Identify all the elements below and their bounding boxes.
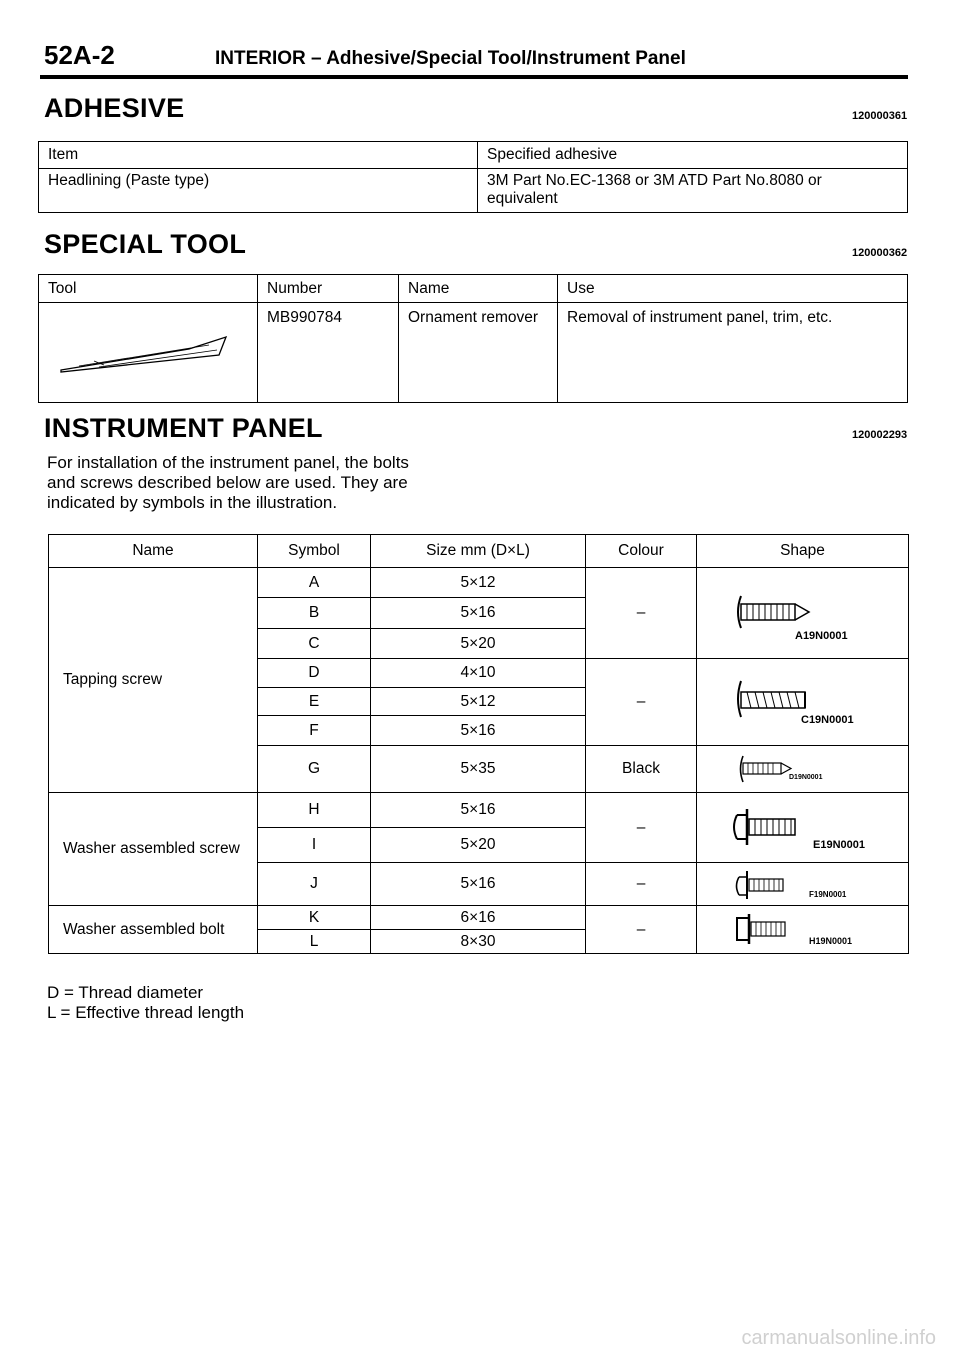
shape-cell [697,659,909,746]
symbol-cell: I [258,828,371,863]
screw-c19-icon [697,659,907,747]
size-cell: 5×16 [371,598,586,629]
adhesive-col-item: Item [39,142,478,169]
colour-cell: Black [586,746,697,793]
adhesive-col-spec: Specified adhesive [478,142,908,169]
shape-cell [697,568,909,659]
watermark: carmanualsonline.info [741,1327,936,1349]
symbol-cell: D [258,659,371,688]
symbol-cell: K [258,906,371,930]
special-tool-code: 120000362 [852,247,908,259]
screw-a19-icon [697,568,907,658]
paragraph-line: For installation of the instrument panel, the bolts [47,453,409,472]
fastener-col-size: Size mm (D×L) [371,535,586,568]
shape-cell [697,793,909,863]
screw-f19-icon [697,863,907,905]
size-cell: 8×30 [371,930,586,954]
shape-code: H19N0001 [809,936,853,946]
colour-cell: – [586,793,697,863]
colour-cell: – [586,568,697,659]
screw-d19-icon [697,746,907,792]
symbol-cell: F [258,716,371,746]
size-cell: 5×12 [371,568,586,598]
page-number: 52A-2 [44,40,115,70]
shape-code: A19N0001 [795,630,848,642]
adhesive-code: 120000361 [852,110,908,122]
name-tapping-screw: Tapping screw [49,568,258,793]
size-cell: 5×12 [371,688,586,716]
symbol-cell: H [258,793,371,828]
size-cell: 5×20 [371,629,586,659]
symbol-cell: E [258,688,371,716]
shape-code: F19N0001 [809,890,847,899]
symbol-cell: J [258,863,371,906]
special-tool-heading: SPECIAL TOOL [44,229,247,259]
screw-e19-icon [697,793,907,865]
size-cell: 5×16 [371,716,586,746]
shape-cell [697,863,909,906]
tool-col-use: Use [558,275,908,303]
footnote-l: L = Effective thread length [47,1003,245,1022]
tool-col-tool: Tool [39,275,258,303]
colour-cell: – [586,863,697,906]
shape-cell [697,746,909,793]
tool-illustration-cell [39,303,258,403]
colour-cell: – [586,906,697,954]
symbol-cell: B [258,598,371,629]
tool-col-name: Name [399,275,558,303]
bolt-h19-icon [697,906,907,954]
fastener-table [48,534,909,954]
tool-col-number: Number [258,275,399,303]
size-cell: 5×20 [371,828,586,863]
page-title: INTERIOR – Adhesive/Special Tool/Instrument Panel [215,48,686,69]
size-cell: 5×16 [371,793,586,828]
shape-cell [697,906,909,954]
adhesive-spec [478,169,908,213]
symbol-cell: A [258,568,371,598]
tool-name: Ornament remover [399,303,558,403]
adhesive-table [38,141,908,213]
instrument-panel-heading: INSTRUMENT PANEL [44,413,323,443]
special-tool-table [38,274,908,403]
footnotes [47,983,244,1023]
adhesive-heading: ADHESIVE [44,93,185,123]
colour-cell: – [586,659,697,746]
adhesive-item: Headlining (Paste type) [39,169,478,213]
tool-use: Removal of instrument panel, trim, etc. [558,303,908,403]
name-washer-bolt: Washer assembled bolt [49,906,258,954]
footnote-d: D = Thread diameter [47,983,204,1002]
paragraph-line: indicated by symbols in the illustration. [47,493,338,512]
adhesive-spec-line2: equivalent [487,190,558,207]
shape-code: C19N0001 [801,714,854,726]
adhesive-spec-line1: 3M Part No.EC-1368 or 3M ATD Part No.8080 or [487,172,822,189]
size-cell: 5×35 [371,746,586,793]
size-cell: 4×10 [371,659,586,688]
header-rule [40,75,908,79]
paragraph-line: and screws described below are used. They are [47,473,408,492]
ornament-remover-illustration [39,303,239,397]
tool-number: MB990784 [258,303,399,403]
shape-code: E19N0001 [813,839,865,851]
instrument-panel-code: 120002293 [852,429,908,441]
name-washer-screw: Washer assembled screw [49,793,258,906]
symbol-cell: L [258,930,371,954]
fastener-col-colour: Colour [586,535,697,568]
fastener-col-shape: Shape [697,535,909,568]
instrument-panel-paragraph [47,453,477,513]
shape-code: D19N0001 [789,774,823,781]
size-cell: 5×16 [371,863,586,906]
size-cell: 6×16 [371,906,586,930]
symbol-cell: C [258,629,371,659]
fastener-col-name: Name [49,535,258,568]
symbol-cell: G [258,746,371,793]
fastener-col-symbol: Symbol [258,535,371,568]
